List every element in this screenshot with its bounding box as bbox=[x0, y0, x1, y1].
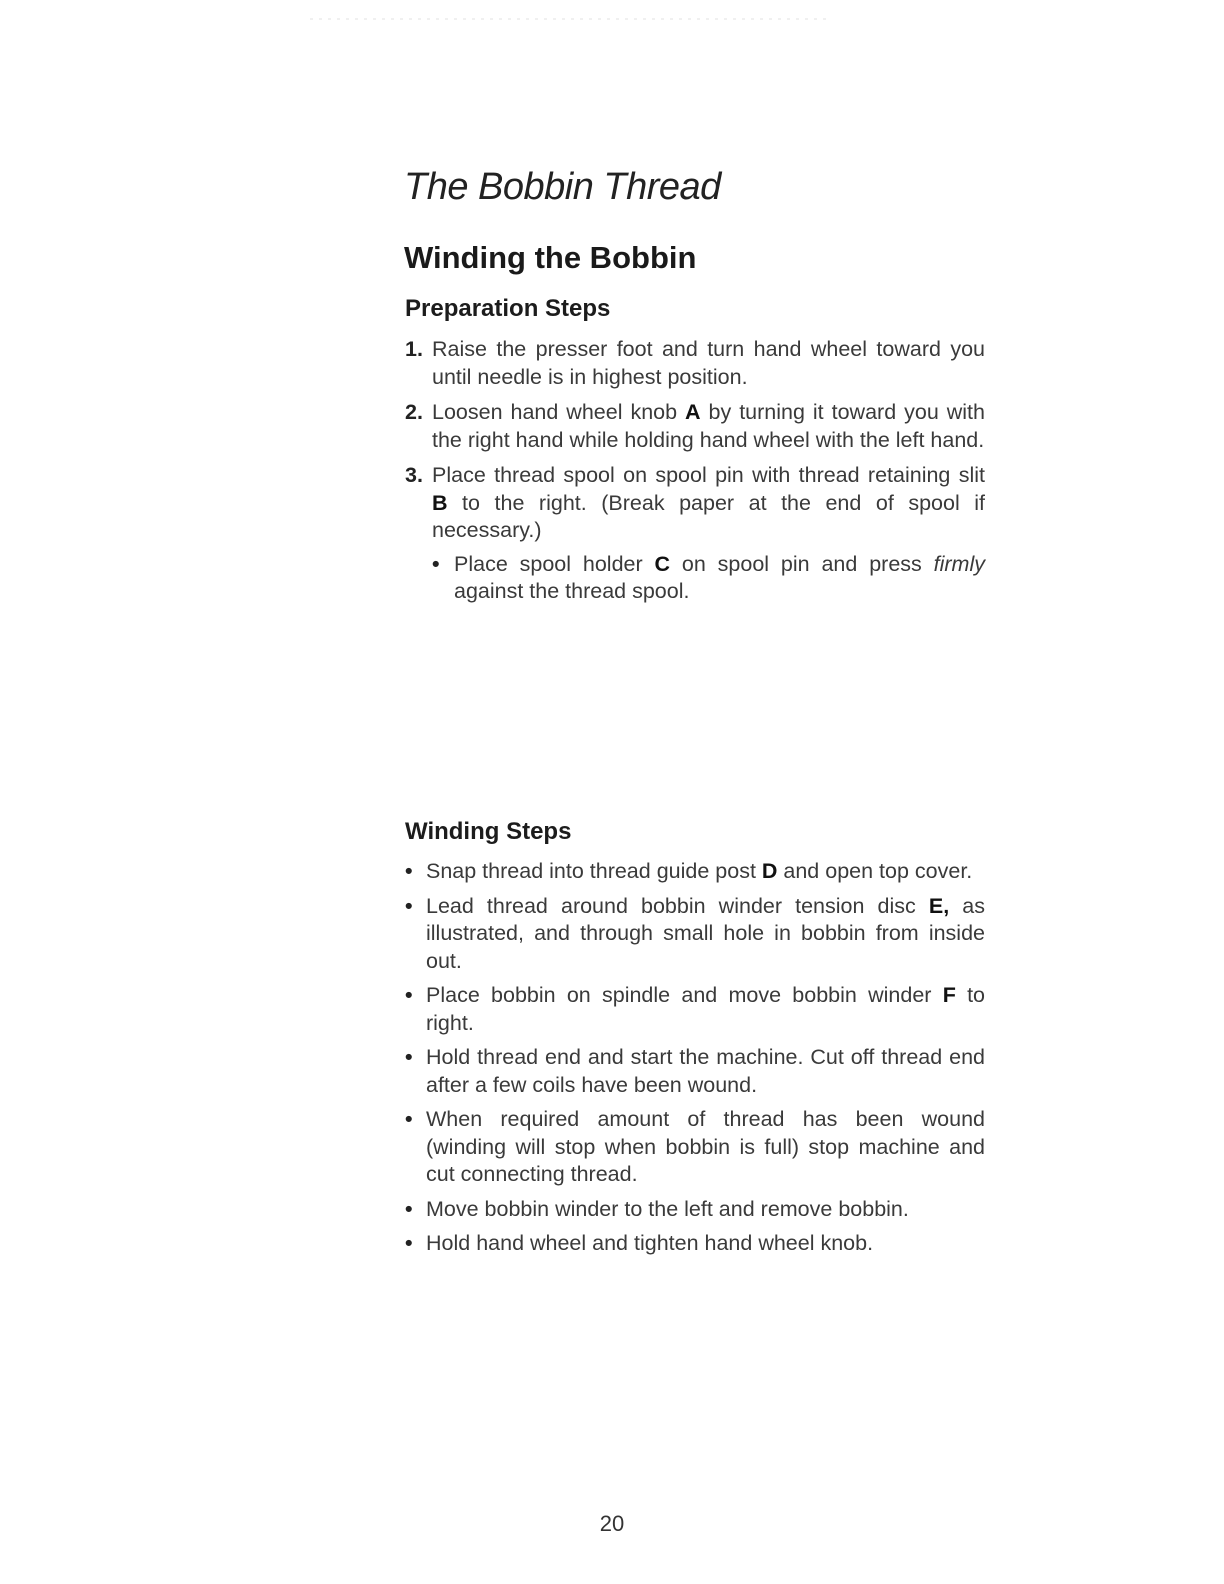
preparation-steps-heading: Preparation Steps bbox=[405, 295, 611, 322]
part-reference-f: F bbox=[942, 983, 956, 1007]
winding-step bbox=[405, 893, 985, 976]
winding-steps-list bbox=[405, 858, 985, 1265]
bullet-icon: • bbox=[405, 1196, 413, 1221]
part-reference-d: D bbox=[761, 859, 778, 883]
step-text-part: by turning it toward you with the right hand while holding hand wheel with the left hand. bbox=[432, 400, 985, 452]
bullet-icon: • bbox=[405, 893, 413, 918]
winding-steps-heading: Winding Steps bbox=[405, 818, 572, 845]
step-text-part: Lead thread around bobbin winder tension disc bbox=[426, 893, 929, 918]
sub-item-text bbox=[454, 552, 985, 604]
preparation-steps-list bbox=[405, 336, 985, 614]
bullet-icon: • bbox=[432, 551, 440, 576]
step-number: 1. bbox=[405, 337, 423, 361]
winding-step bbox=[405, 858, 985, 886]
step-text-part: to the right. (Break paper at the end of spool if necessary.) bbox=[432, 490, 985, 542]
part-reference-c: C bbox=[654, 551, 671, 576]
step-text: Hold hand wheel and tighten hand wheel knob. bbox=[426, 1231, 874, 1255]
part-reference-e: E, bbox=[928, 893, 950, 918]
section-heading: Winding the Bobbin bbox=[404, 240, 697, 275]
step-text bbox=[432, 463, 985, 542]
winding-step bbox=[405, 1230, 985, 1258]
step-text: Hold thread end and start the machine. Cut off thread end after a few coils have been wound. bbox=[426, 1045, 985, 1097]
step-text-part: as illustrated, and through small hole in bobbin from inside out. bbox=[426, 893, 985, 973]
step-text bbox=[432, 400, 985, 452]
step-text-part: and open top cover. bbox=[777, 859, 973, 883]
preparation-step bbox=[405, 462, 985, 606]
preparation-step bbox=[405, 336, 985, 391]
bullet-icon: • bbox=[405, 859, 413, 883]
winding-step bbox=[405, 1044, 985, 1099]
step-text: Move bobbin winder to the left and remove bobbin. bbox=[426, 1196, 909, 1221]
winding-step bbox=[405, 1196, 985, 1224]
page-title: The Bobbin Thread bbox=[404, 166, 721, 208]
step-text-part: Place thread spool on spool pin with thread retaining slit bbox=[432, 463, 985, 487]
step-text-part: Loosen hand wheel knob bbox=[432, 400, 686, 424]
step-text-part: Place spool holder bbox=[454, 551, 655, 576]
scan-artifact bbox=[310, 18, 830, 20]
bullet-icon: • bbox=[405, 1045, 413, 1069]
part-reference-a: A bbox=[685, 400, 701, 424]
step-text-part: to right. bbox=[426, 983, 986, 1035]
step-number: 2. bbox=[405, 400, 423, 424]
step-text-part: Snap thread into thread guide post bbox=[426, 859, 762, 883]
preparation-sub-list bbox=[432, 551, 985, 606]
bullet-icon: • bbox=[405, 1231, 413, 1255]
step-text: When required amount of thread has been wound (winding will stop when bobbin is full) stop machine and cut connecting thread. bbox=[426, 1107, 985, 1186]
bullet-icon: • bbox=[405, 1107, 413, 1131]
preparation-step bbox=[405, 399, 985, 454]
winding-step bbox=[405, 1106, 985, 1189]
preparation-sub-item bbox=[432, 551, 985, 606]
step-text-part: against the thread spool. bbox=[454, 579, 690, 603]
page-number: 20 bbox=[599, 1511, 625, 1536]
step-text: Raise the presser foot and turn hand wheel toward you until needle is in highest position. bbox=[432, 337, 985, 389]
bullet-icon: • bbox=[405, 983, 413, 1007]
step-number: 3. bbox=[405, 463, 423, 487]
step-text-part: Place bobbin on spindle and move bobbin winder bbox=[426, 983, 943, 1007]
step-text-part: on spool pin and press bbox=[670, 551, 934, 576]
part-reference-b: B bbox=[432, 490, 448, 515]
emphasis-text: firmly bbox=[933, 551, 985, 576]
winding-step bbox=[405, 982, 985, 1037]
